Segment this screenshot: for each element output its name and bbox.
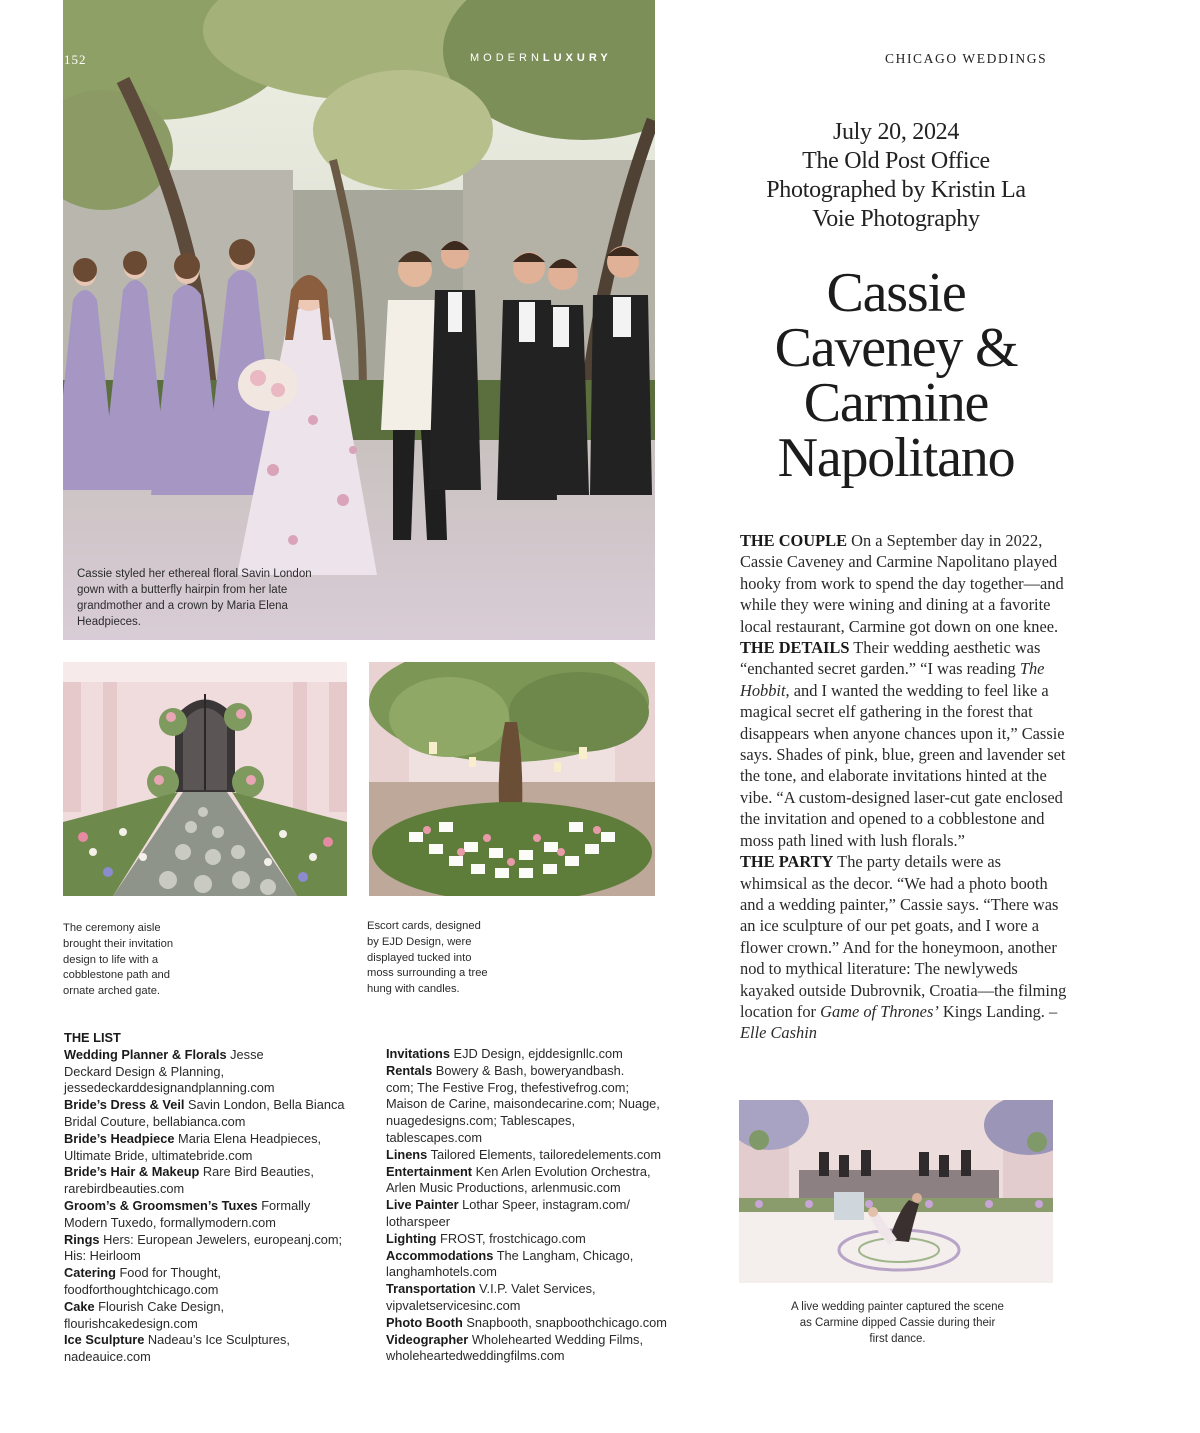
vendor-text: Jesse: [226, 1046, 264, 1062]
dance-caption-line: first dance.: [869, 1333, 926, 1345]
dateline-line: The Old Post Office: [802, 148, 990, 174]
vendor-text: Hers: European Jewelers, europeanj.com;: [99, 1231, 343, 1247]
vendor-text: The Langham, Chicago,: [493, 1247, 634, 1263]
vendor-entry: [64, 1047, 364, 1097]
vendor-text: nadeauice.com: [64, 1349, 151, 1365]
first-dance-caption: [770, 1299, 1025, 1347]
vendor-category: Ice Sculpture: [64, 1332, 145, 1348]
vendor-entry: [386, 1281, 696, 1315]
vendor-text: Food for Thought,: [115, 1265, 221, 1281]
vendor-entry: [64, 1164, 364, 1198]
couple-paragraph: [740, 530, 1070, 637]
vendor-text: Snapbooth, snapboothchicago.com: [462, 1314, 667, 1330]
vendor-text: langhamhotels.com: [386, 1264, 497, 1280]
couple-names-headline: [740, 262, 1052, 489]
vendor-text: Rare Bird Beauties,: [199, 1164, 314, 1180]
vendor-text: Ultimate Bride, ultimatebride.com: [64, 1147, 253, 1163]
vendor-text: rarebirdbeauties.com: [64, 1181, 185, 1197]
vendor-list-heading: THE LIST: [64, 1030, 121, 1045]
vendor-entry: [386, 1231, 696, 1248]
vendor-text: His: Heirloom: [64, 1248, 141, 1264]
vendor-category: Invitations: [386, 1046, 450, 1061]
vendor-category: Cake: [64, 1298, 95, 1314]
dateline-line: July 20, 2024: [832, 119, 960, 145]
masthead-light: MODERN: [470, 52, 543, 64]
party-lead: THE PARTY: [740, 852, 834, 872]
show-title: Game of Thrones’: [820, 1001, 939, 1021]
details-text: , and I wanted the wedding to feel like a magical secret elf gathering in the forest that disappears when anyone chances upon it,” Cassie says. Shades of pink, blue, green and lavender set the tone, and elaborate invitations hinted at the vibe. “A custom-designed laser-cut gate enclosed the invitation and opened to a cobblestone and moss path lined with lush florals.”: [740, 680, 1066, 850]
vendor-category: Catering: [64, 1265, 116, 1281]
vendor-text: flourishcakedesign.com: [64, 1315, 198, 1331]
vendor-list-column-2: [386, 1046, 696, 1365]
vendor-text: FROST, frostchicago.com: [436, 1230, 586, 1246]
hero-caption: Cassie styled her ethereal floral Savin London gown with a butterfly hairpin from her late grandmother and a crown by Maria Elena Headpieces.: [77, 568, 312, 628]
vendor-text: Lothar Speer, instagram.com/: [458, 1197, 630, 1213]
vendor-category: Rings: [64, 1231, 100, 1247]
vendor-category: Videographer: [386, 1331, 469, 1347]
vendor-text: Nadeau’s Ice Sculptures,: [144, 1332, 290, 1348]
wedding-dateline: [740, 118, 1052, 234]
dance-caption-line: A live wedding painter captured the scene: [791, 1301, 1004, 1313]
vendor-category: Photo Booth: [386, 1314, 463, 1330]
escort-caption-line: hung with candles.: [367, 983, 460, 996]
vendor-entry: [64, 1332, 364, 1366]
escort-card-tree-photo: [369, 662, 655, 896]
vendor-category: Live Painter: [386, 1197, 459, 1213]
section-title: CHICAGO WEDDINGS: [885, 51, 1048, 66]
vendor-category: Groom’s & Groomsmen’s Tuxes: [64, 1197, 258, 1213]
details-paragraph: [740, 637, 1070, 851]
escort-caption: [367, 919, 527, 998]
book-title: The Hobbit: [740, 659, 1045, 700]
vendor-entry: [386, 1147, 696, 1164]
vendor-entry: [386, 1315, 696, 1332]
vendor-text: Maison de Carine, maisondecarine.com; Nuage,: [386, 1096, 660, 1112]
vendor-text: nuagedesigns.com; Tablescapes,: [386, 1113, 575, 1129]
vendor-text: Wholehearted Wedding Films,: [468, 1331, 643, 1347]
vendor-text: Ken Arlen Evolution Orchestra,: [472, 1163, 651, 1179]
vendor-text: Modern Tuxedo, formallymodern.com: [64, 1214, 276, 1230]
hero-wedding-party-photo: [63, 0, 655, 640]
vendor-entry: [64, 1198, 364, 1232]
vendor-text: foodforthoughtchicago.com: [64, 1281, 219, 1297]
vendor-category: Wedding Planner & Florals: [64, 1046, 227, 1062]
vendor-text: jessedeckarddesignandplanning.com: [64, 1080, 275, 1096]
details-lead: THE DETAILS: [740, 638, 850, 658]
aisle-caption-line: brought their invitation: [63, 937, 174, 950]
vendor-text: Flourish Cake Design,: [94, 1298, 225, 1314]
dateline-line: Voie Photography: [812, 206, 980, 232]
couple-text: On a September day in 2022, Cassie Caveney and Carmine Napolitano played hooky from work to spend the day together—and while they were wining and dining at a favorite local restaurant, Carmine got down on one knee.: [740, 531, 1064, 636]
aisle-caption-line: The ceremony aisle: [63, 922, 161, 934]
vendor-category: Bride’s Hair & Makeup: [64, 1164, 200, 1180]
vendor-category: Transportation: [386, 1281, 476, 1297]
aisle-caption: [63, 921, 213, 1000]
vendor-entry: [64, 1232, 364, 1266]
vendor-text: Tailored Elements, tailoredelements.com: [427, 1146, 662, 1162]
vendor-category: Bride’s Dress & Veil: [64, 1097, 185, 1113]
ceremony-aisle-photo: [63, 662, 347, 896]
escort-caption-line: displayed tucked into: [367, 951, 472, 964]
dance-caption-line: as Carmine dipped Cassie during their: [799, 1317, 996, 1329]
vendor-entry: [386, 1248, 696, 1282]
vendor-text: tablescapes.com: [386, 1129, 483, 1145]
vendor-category: Bride’s Headpiece: [64, 1130, 175, 1146]
dateline-line: Photographed by Kristin La: [766, 177, 1026, 203]
vendor-text: Savin London, Bella Bianca: [184, 1097, 345, 1113]
vendor-text: vipvaletservicesinc.com: [386, 1297, 521, 1313]
headline-line: Napolitano: [777, 427, 1015, 489]
vendor-entry: [386, 1164, 696, 1198]
vendor-text: V.I.P. Valet Services,: [475, 1281, 596, 1297]
vendor-entry: [386, 1063, 696, 1147]
page-number: 152: [64, 52, 87, 67]
vendor-category: Accommodations: [386, 1247, 494, 1263]
vendor-text: Arlen Music Productions, arlenmusic.com: [386, 1180, 621, 1196]
vendor-text: EJD Design, ejddesignllc.com: [450, 1046, 623, 1061]
vendor-entry: [64, 1097, 364, 1131]
first-dance-photo: [739, 1100, 1053, 1283]
details-text: Their wedding aesthetic was “enchanted secret garden.” “I was reading: [740, 638, 1041, 679]
vendor-text: lotharspeer: [386, 1213, 451, 1229]
author-byline: –Elle Cashin: [740, 1001, 1058, 1043]
magazine-masthead: [470, 52, 612, 64]
vendor-entry: [64, 1131, 364, 1165]
vendor-text: Formally: [257, 1197, 311, 1213]
masthead-bold: LUXURY: [542, 52, 612, 64]
couple-lead: THE COUPLE: [740, 531, 848, 550]
vendor-entry: [386, 1332, 696, 1366]
vendor-text: Maria Elena Headpieces,: [174, 1130, 322, 1146]
vendor-entry: [386, 1046, 696, 1063]
headline-line: Cassie: [826, 262, 966, 324]
vendor-text: Bridal Couture, bellabianca.com: [64, 1113, 246, 1129]
vendor-category: Entertainment: [386, 1163, 473, 1179]
aisle-caption-line: ornate arched gate.: [63, 985, 161, 998]
vendor-entry: [64, 1299, 364, 1333]
vendor-text: com; The Festive Frog, thefestivefrog.com;: [386, 1079, 629, 1095]
vendor-category: Linens: [386, 1146, 428, 1162]
headline-line: Carmine: [803, 372, 989, 434]
story-body: [740, 530, 1070, 1044]
vendor-entry: [64, 1265, 364, 1299]
vendor-text: wholeheartedweddingfilms.com: [386, 1348, 565, 1364]
vendor-text: Bowery & Bash, boweryandbash.: [432, 1062, 625, 1078]
aisle-caption-line: cobblestone path and: [63, 969, 170, 982]
party-text: The party details were as whimsical as the decor. “We had a photo booth and a wedding painter,” Cassie says. “There was an ice sculpture of our pet goats, and I wore a flower crown.” And for the honeymoon, another nod to mythical literature: The newlyweds kayaked outside Dubrovnik, Croatia—the filming location for: [740, 852, 1067, 1021]
headline-line: Caveney &: [774, 317, 1018, 379]
vendor-text: Deckard Design & Planning,: [64, 1063, 225, 1079]
vendor-category: Lighting: [386, 1230, 437, 1246]
party-text: Kings Landing.: [938, 1001, 1049, 1021]
party-paragraph: [740, 851, 1070, 1044]
aisle-caption-line: design to life with a: [63, 953, 159, 966]
escort-caption-line: moss surrounding a tree: [367, 967, 488, 980]
vendor-category: Rentals: [386, 1062, 433, 1078]
escort-caption-line: Escort cards, designed: [367, 920, 481, 932]
vendor-entry: [386, 1197, 696, 1231]
vendor-list-column-1: [64, 1030, 364, 1366]
escort-caption-line: by EJD Design, were: [367, 935, 472, 948]
